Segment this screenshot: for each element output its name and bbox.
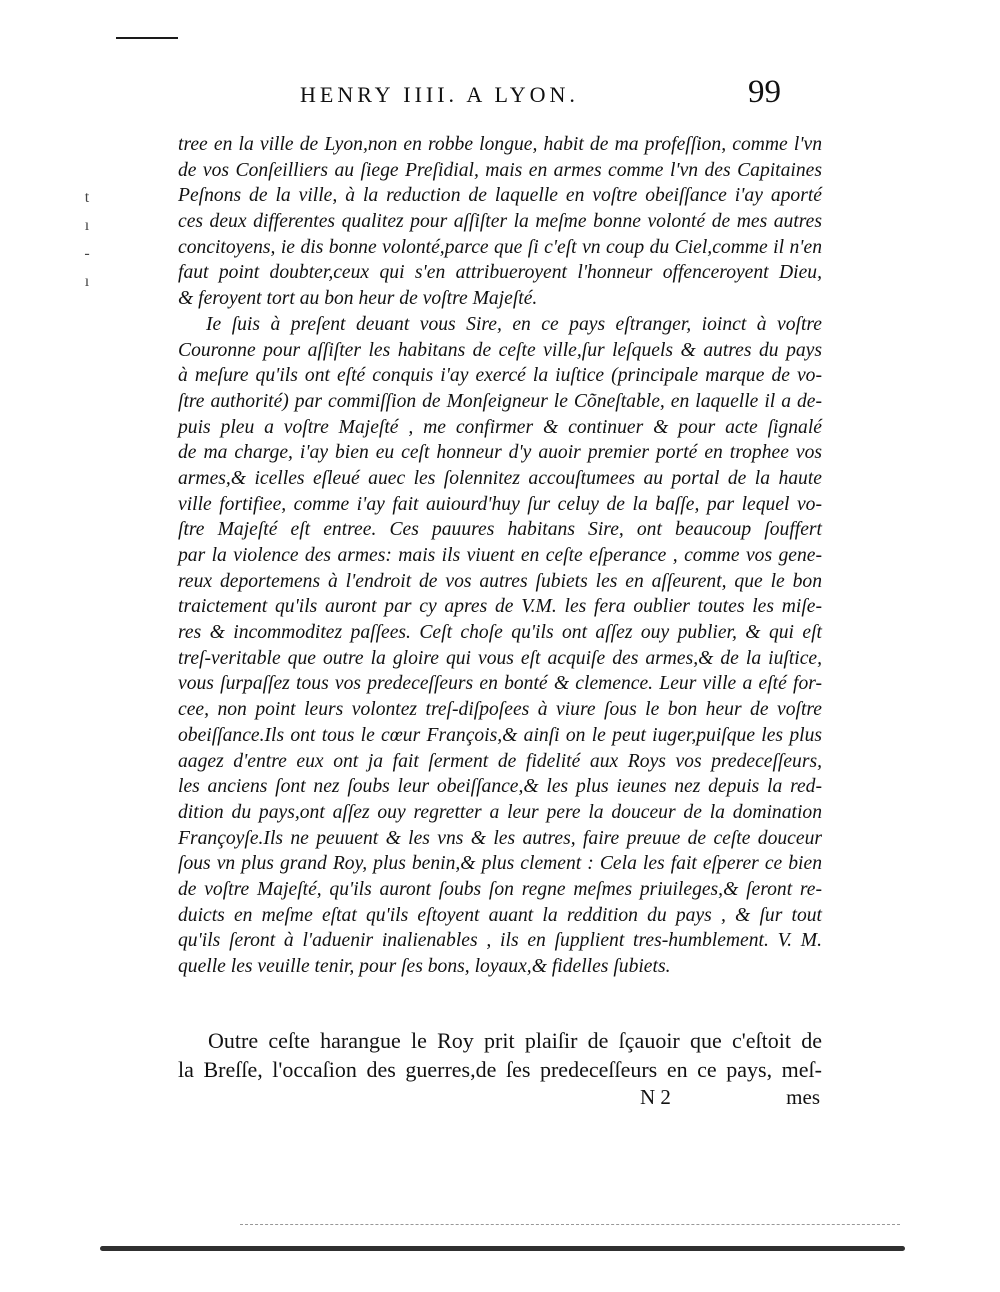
text-line: aagez d'entre eux ont ja fait ſerment de fidelité aux Roys vos predeceſſeurs, <box>178 750 822 772</box>
text-line: res & incommoditez paſſees. Ceſt choſe qu'ils ont aſſez ouy publier, & qui eſt <box>178 622 822 644</box>
margin-mark: t <box>84 189 90 206</box>
text-line: faut point doubter,ceux qui s'en attribueroyent l'honneur offenceroyent Dieu, <box>178 262 822 284</box>
text-line: ville fortifiee, comme i'ay fait auiourd'huy ſur celuy de la baſſe, par lequel vo- <box>178 493 822 515</box>
signature-mark: N 2 <box>640 1085 671 1109</box>
page-number: 99 <box>748 74 781 110</box>
harangue-text <box>178 132 822 980</box>
text-line: cee, non point leurs volontez treſ-diſpoſees à viure ſous le bon heur de voſtre <box>178 699 822 721</box>
text-line: de ma charge, i'ay bien eu ceſt honneur d'y auoir premier porté en trophee vos <box>178 442 822 464</box>
text-line: Couronne pour aſſiſter les habitans de ceſte ville,ſur leſquels & autres du pays <box>178 339 822 361</box>
text-line: Peſnons de la ville, à la reduction de laquelle en voſtre obeiſſance i'ay aporté <box>178 185 822 207</box>
top-rule <box>116 37 178 39</box>
bottom-rule <box>100 1246 905 1251</box>
margin-mark: ı <box>84 273 90 290</box>
text-line: de voſtre Majeſté, qu'ils auront ſoubs ſon regne meſmes priuileges,& ſeront re- <box>178 878 822 900</box>
text-line: Outre ceſte harangue le Roy prit plaiſir de ſçauoir que c'eſtoit de <box>208 1028 822 1053</box>
text-line: armes,& icelles eſleué auec les ſolennitez accouſtumees au portal de la haute <box>178 467 822 489</box>
text-line: dition du pays,ont aſſez ouy regretter a leur pere la douceur de la domination <box>178 801 822 823</box>
text-line: obeiſſance.Ils ont tous le cœur François,& ainſi on le peut iuger,puiſque les plus <box>178 724 822 746</box>
text-line: ſous vn plus grand Roy, plus benin,& plus clement : Cela les fait eſperer ce bien <box>178 853 822 875</box>
text-line: ſtre authorité) par commiſſion de Monſeigneur le Cõneſtable, en laquelle il a de- <box>178 390 822 412</box>
margin-marks <box>80 184 94 296</box>
text-line: par la violence des armes: mais ils viuent en ceſte eſperance , comme vos gene- <box>178 545 822 566</box>
text-line: & feroyent tort au bon heur de voſtre Majeſté. <box>178 288 538 310</box>
text-line: traictement qu'ils auront par cy apres de V.M. les fera oublier toutes les miſe- <box>178 596 822 618</box>
text-line: concitoyens, ie dis bonne volonté,parce que ſi c'eſt vn coup du Ciel,comme il n'en <box>178 236 822 258</box>
text-line: la Breſſe, l'occaſion des guerres,de ſes predeceſſeurs en ce pays, meſ- <box>178 1057 822 1082</box>
text-line: qu'ils ſeront à l'aduenir inalienables , ils en ſupplient tres-humblement. V. M. <box>178 930 822 952</box>
text-line: ces deux differentes qualitez pour aſſiſter la meſme bonne volonté de mes autres <box>178 211 822 233</box>
text-line: puis pleu a voſtre Majeſté , me confirmer & continuer & pour acte ſignalé <box>178 416 822 438</box>
text-line: tree en la ville de Lyon,non en robbe longue, habit de ma profeſſion, comme l'vn <box>178 134 822 155</box>
text-line: Ie ſuis à preſent deuant vous Sire, en ce pays eſtranger, ioinct à voſtre <box>206 313 822 335</box>
text-line: les anciens ſont nez ſoubs leur obeiſſance,& les plus ieunes nez depuis la red- <box>178 776 822 798</box>
text-line: treſ-veritable que outre la gloire qui vous eſt acquiſe des armes,& de la iuſtice, <box>178 647 822 669</box>
text-line: de vos Conſeilliers au ſiege Preſidial, mais en armes comme l'vn des Capitaines <box>178 159 822 181</box>
text-line: duicts en meſme eſtat qu'ils eſtoyent auant la reddition du pays , & ſur tout <box>178 904 822 926</box>
text-line: à meſure qu'ils ont eſté conquis i'ay exercé la iuſtice (principale marque de vo- <box>178 365 822 387</box>
catchword: mes <box>786 1085 820 1109</box>
margin-mark: - <box>84 245 90 262</box>
text-line: vous ſurpaſſez tous vos predeceſſeurs en bonté & clemence. Leur ville a eſté for- <box>178 673 822 695</box>
text-line: Françoyſe.Ils ne peuuent & les vns & les autres, faire preuue de ceſte douceur <box>178 827 822 849</box>
text-line: reux deportemens à l'endroit de vos autres ſubiets les en aſſeurent, que le bon <box>178 570 822 592</box>
text-line: ſtre Majeſté eſt entree. Ces pauures habitans Sire, ont beaucoup ſouffert <box>178 519 822 541</box>
margin-mark: ı <box>84 217 90 234</box>
text-line: quelle les veuille tenir, pour ſes bons, loyaux,& fidelles ſubiets. <box>178 956 671 977</box>
narrative-text <box>178 1026 822 1084</box>
ink-smudge <box>240 1224 900 1227</box>
page-footer <box>640 1082 820 1112</box>
running-head: HENRY IIII. A LYON. <box>300 82 579 107</box>
